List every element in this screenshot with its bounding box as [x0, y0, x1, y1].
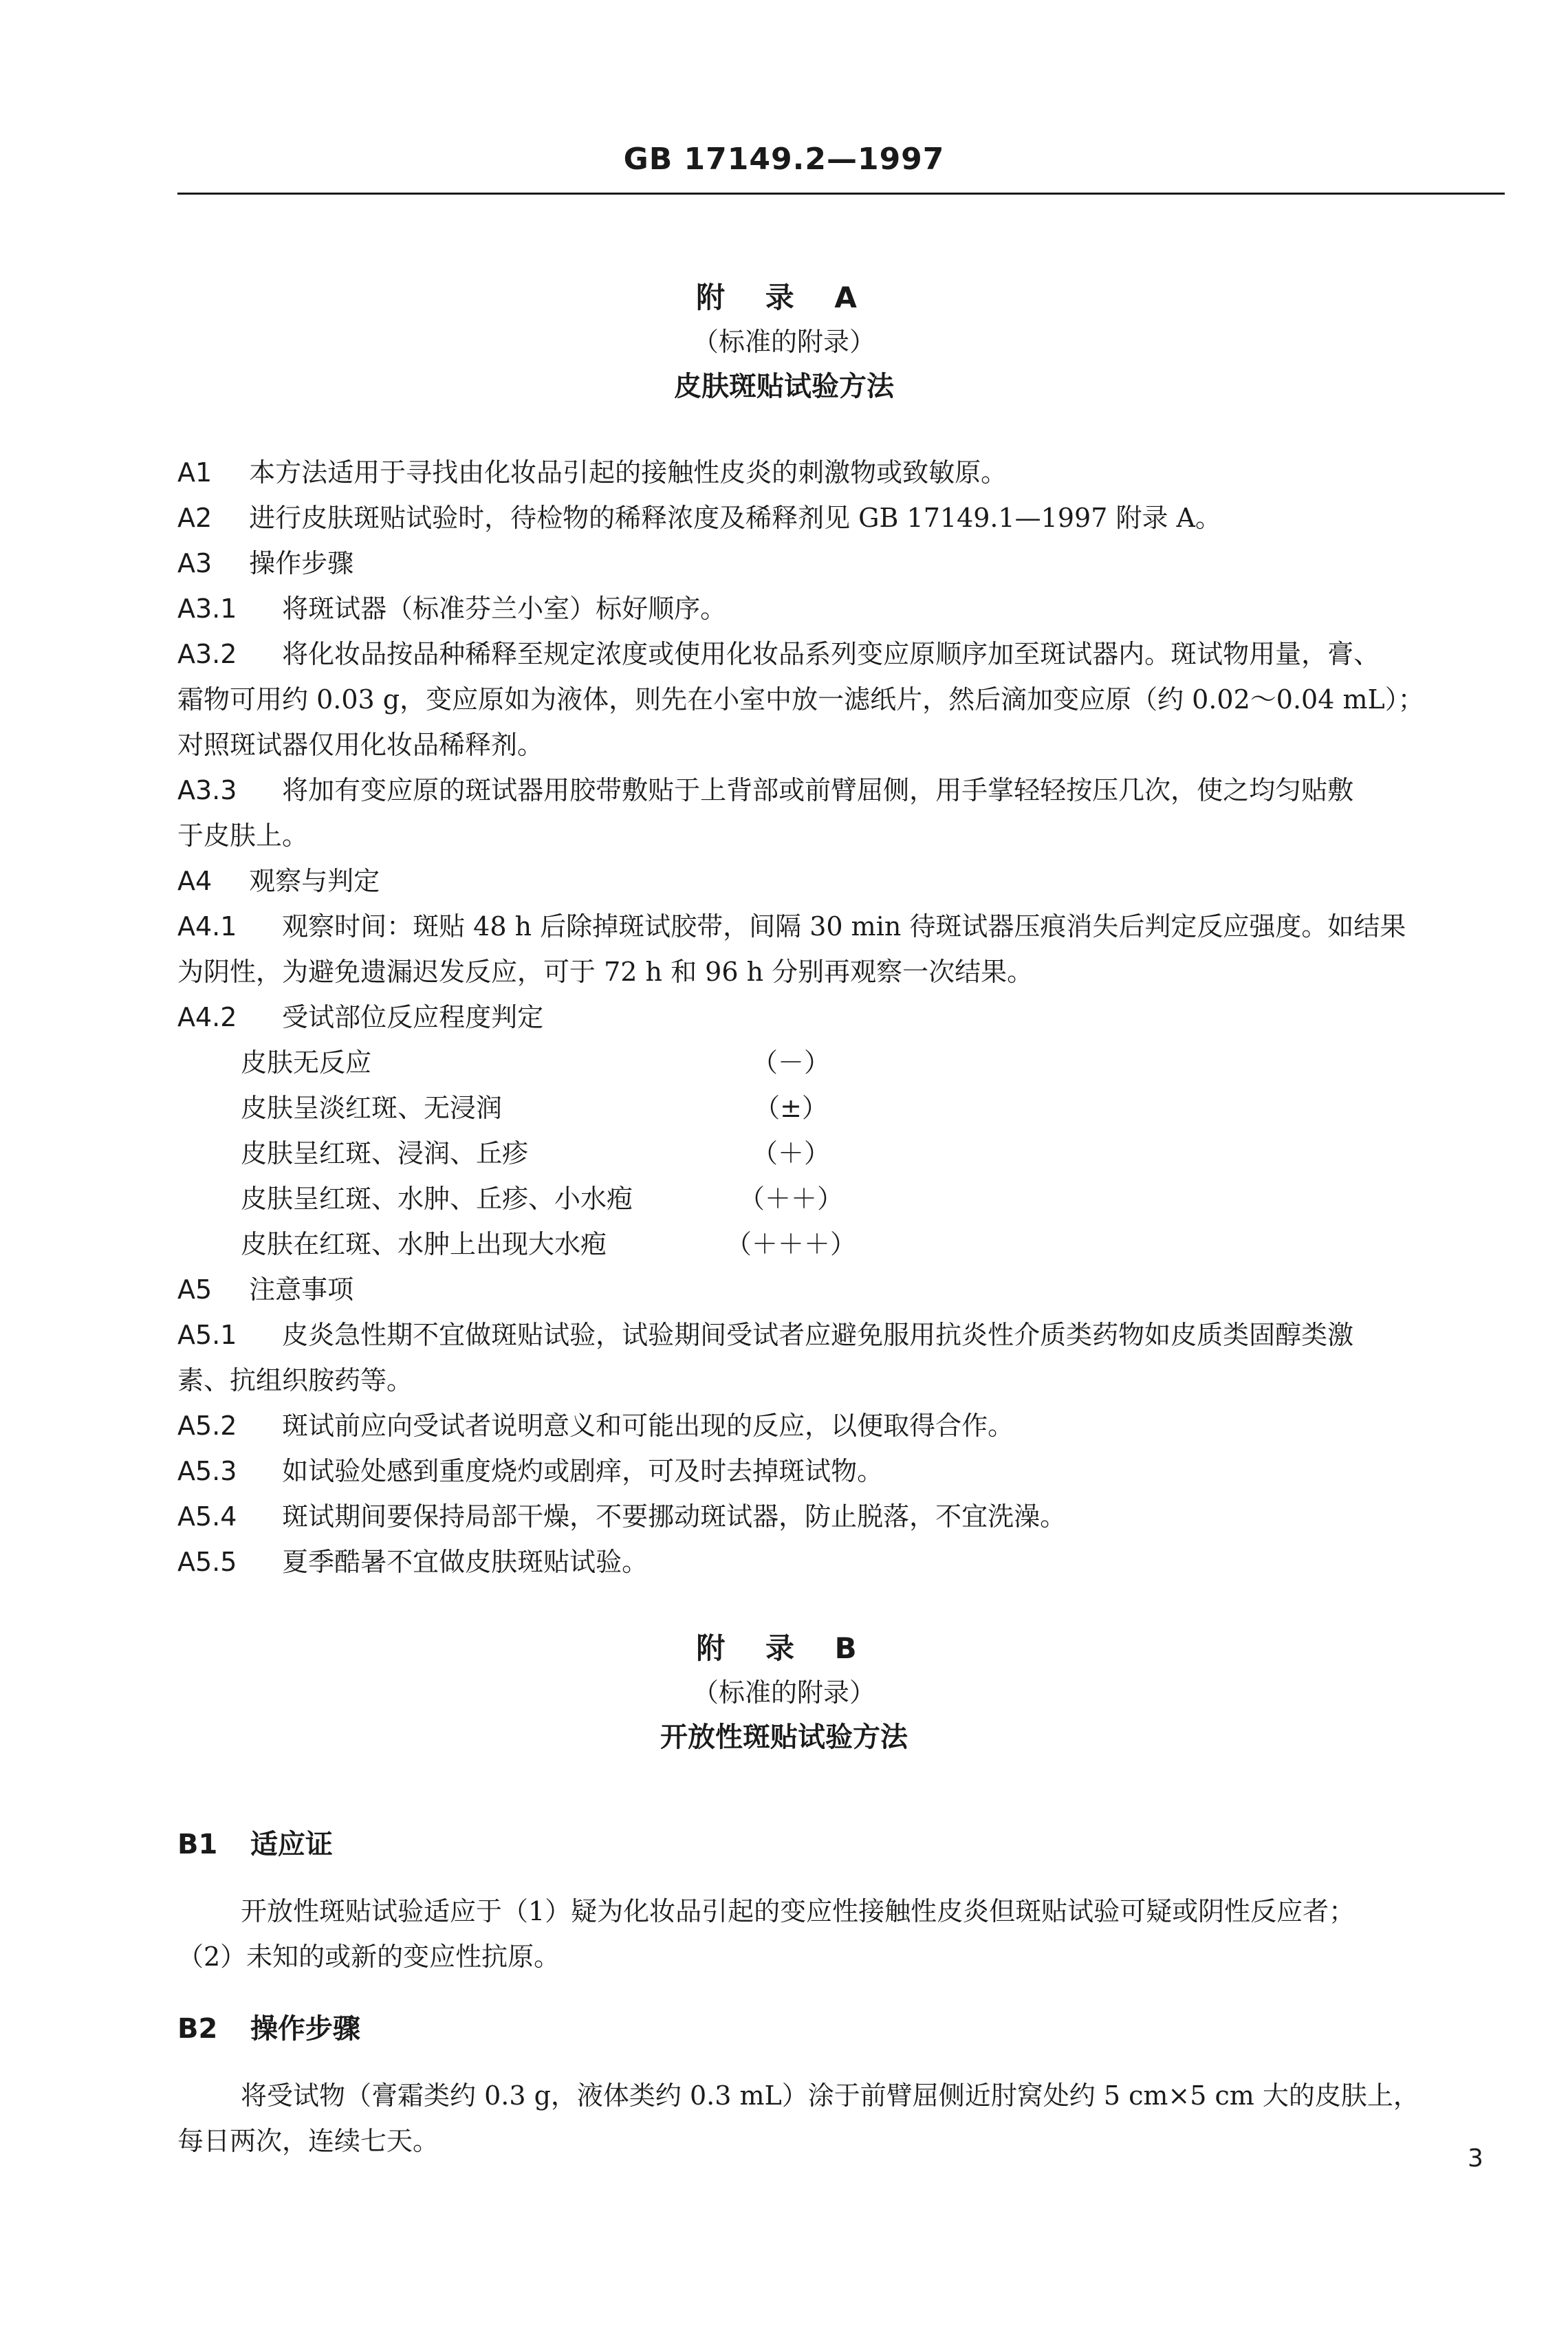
clause-text: 斑试期间要保持局部干燥，不要挪动斑试器，防止脱落，不宜洗澡。: [282, 1501, 1067, 1532]
clause-number: A4.1: [177, 911, 237, 942]
clause-a3-2: [177, 633, 1380, 671]
clause-number: A2: [177, 503, 213, 533]
clause-number: A3: [177, 548, 213, 578]
section-b1-heading: [177, 1823, 333, 1862]
clause-a4-2: [177, 996, 543, 1034]
grade-label: 皮肤在红斑、水肿上出现大水疱: [241, 1229, 607, 1259]
clause-a3-2-cont2: 对照斑试器仅用化妆品稀释剂。: [177, 730, 544, 760]
clause-number: A4.2: [177, 1002, 237, 1032]
annex-b-title: 附 录 B: [696, 1631, 872, 1665]
clause-text: 观察与判定: [249, 866, 380, 896]
grade-symbol: （＋＋）: [738, 1184, 844, 1214]
section-title: 操作步骤: [250, 2013, 360, 2045]
clause-number: A1: [177, 457, 213, 488]
clause-a3: [177, 542, 353, 580]
grade-row: [241, 1223, 928, 1261]
grade-row: [241, 1132, 928, 1170]
clause-a4: [177, 860, 380, 898]
clause-number: A5.2: [177, 1411, 237, 1441]
standard-number: GB 17149.2—1997: [623, 142, 945, 177]
clause-a2: [177, 497, 1221, 534]
grade-symbol: （±）: [754, 1093, 828, 1123]
grade-symbol: （＋＋＋）: [725, 1229, 857, 1259]
clause-a3-3-cont: 于皮肤上。: [177, 820, 309, 851]
clause-text: 皮炎急性期不宜做斑贴试验，试验期间受试者应避免服用抗炎性介质类药物如皮质类固醇类激: [282, 1320, 1354, 1350]
clause-a5-4: [177, 1495, 1066, 1533]
b2-paragraph-line1: 将受试物（膏霜类约 0.3 g，液体类约 0.3 mL）涂于前臂屈侧近肘窝处约 5 cm×5 cm 大的皮肤上，: [241, 2080, 1419, 2111]
section-number: B2: [177, 2013, 218, 2045]
clause-a5-1: [177, 1314, 1353, 1351]
clause-a4-1: [177, 905, 1406, 943]
annex-a-title: 附 录 A: [696, 281, 872, 314]
clause-number: A5: [177, 1274, 213, 1305]
clause-a5-3: [177, 1450, 883, 1488]
clause-number: A5.3: [177, 1456, 237, 1486]
clause-text: 进行皮肤斑贴试验时，待检物的稀释浓度及稀释剂见 GB 17149.1—1997 附录 A。: [249, 503, 1221, 533]
b1-paragraph-line1: 开放性斑贴试验适应于（1）疑为化妆品引起的变应性接触性皮炎但斑贴试验可疑或阴性反应者；: [241, 1896, 1355, 1926]
grade-symbol: （＋）: [751, 1138, 831, 1168]
annex-a-name: 皮肤斑贴试验方法: [674, 371, 894, 402]
clause-a4-1-cont: 为阴性，为避免遗漏迟发反应，可于 72 h 和 96 h 分别再观察一次结果。: [177, 957, 1034, 987]
annex-b-subtitle: （标准的附录）: [692, 1677, 875, 1708]
clause-number: A3.2: [177, 639, 237, 669]
page-header: [0, 142, 1568, 177]
clause-text: 本方法适用于寻找由化妆品引起的接触性皮炎的刺激物或致敏原。: [249, 457, 1008, 488]
grade-label: 皮肤呈红斑、水肿、丘疹、小水疱: [241, 1184, 633, 1214]
clause-number: A5.4: [177, 1501, 237, 1532]
grade-label: 皮肤无反应: [241, 1047, 372, 1078]
clause-text: 观察时间：斑贴 48 h 后除掉斑试胶带，间隔 30 min 待斑试器压痕消失后判定反应强度。如结果: [282, 911, 1406, 942]
b1-paragraph-line2: （2）未知的或新的变应性抗原。: [177, 1942, 560, 1972]
grade-row: [241, 1087, 928, 1124]
clause-text: 将斑试器（标准芬兰小室）标好顺序。: [282, 594, 727, 624]
clause-a5-2: [177, 1404, 1014, 1442]
clause-number: A5.5: [177, 1547, 237, 1577]
clause-a3-1: [177, 587, 726, 625]
clause-a1: [177, 451, 1007, 489]
section-title: 适应证: [250, 1829, 333, 1860]
annex-b-name: 开放性斑贴试验方法: [660, 1721, 908, 1753]
clause-text: 斑试前应向受试者说明意义和可能出现的反应，以便取得合作。: [282, 1411, 1014, 1441]
clause-number: A3.1: [177, 594, 237, 624]
clause-a3-2-cont1: 霜物可用约 0.03 g，变应原如为液体，则先在小室中放一滤纸片，然后滴加变应原（约 0.02～0.04 mL）；: [177, 684, 1424, 715]
grade-label: 皮肤呈淡红斑、无浸润: [241, 1093, 503, 1123]
clause-text: 注意事项: [249, 1274, 354, 1305]
clause-number: A3.3: [177, 775, 237, 805]
clause-text: 夏季酷暑不宜做皮肤斑贴试验。: [282, 1547, 649, 1577]
clause-a5-5: [177, 1541, 648, 1578]
clause-text: 如试验处感到重度烧灼或剧痒，可及时去掉斑试物。: [282, 1456, 884, 1486]
clause-number: A4: [177, 866, 213, 896]
clause-a5-1-cont: 素、抗组织胺药等。: [177, 1365, 413, 1395]
annex-a-subtitle: （标准的附录）: [692, 327, 875, 357]
clause-a3-3: [177, 769, 1353, 807]
clause-text: 将加有变应原的斑试器用胶带敷贴于上背部或前臂屈侧，用手掌轻轻按压几次，使之均匀贴敷: [282, 775, 1354, 805]
b2-paragraph-line2: 每日两次，连续七天。: [177, 2126, 439, 2156]
grade-row: [241, 1041, 928, 1079]
grade-row: [241, 1177, 928, 1215]
clause-text: 操作步骤: [249, 548, 354, 578]
section-number: B1: [177, 1829, 218, 1860]
section-b2-heading: [177, 2007, 360, 2046]
page-number: 3: [1468, 2144, 1483, 2173]
header-rule: [177, 193, 1505, 195]
grade-symbol: （－）: [751, 1047, 831, 1078]
clause-text: 将化妆品按品种稀释至规定浓度或使用化妆品系列变应原顺序加至斑试器内。斑试物用量，膏、: [282, 639, 1380, 669]
clause-text: 受试部位反应程度判定: [282, 1002, 544, 1032]
clause-a5: [177, 1268, 353, 1306]
clause-number: A5.1: [177, 1320, 237, 1350]
grade-label: 皮肤呈红斑、浸润、丘疹: [241, 1138, 529, 1168]
